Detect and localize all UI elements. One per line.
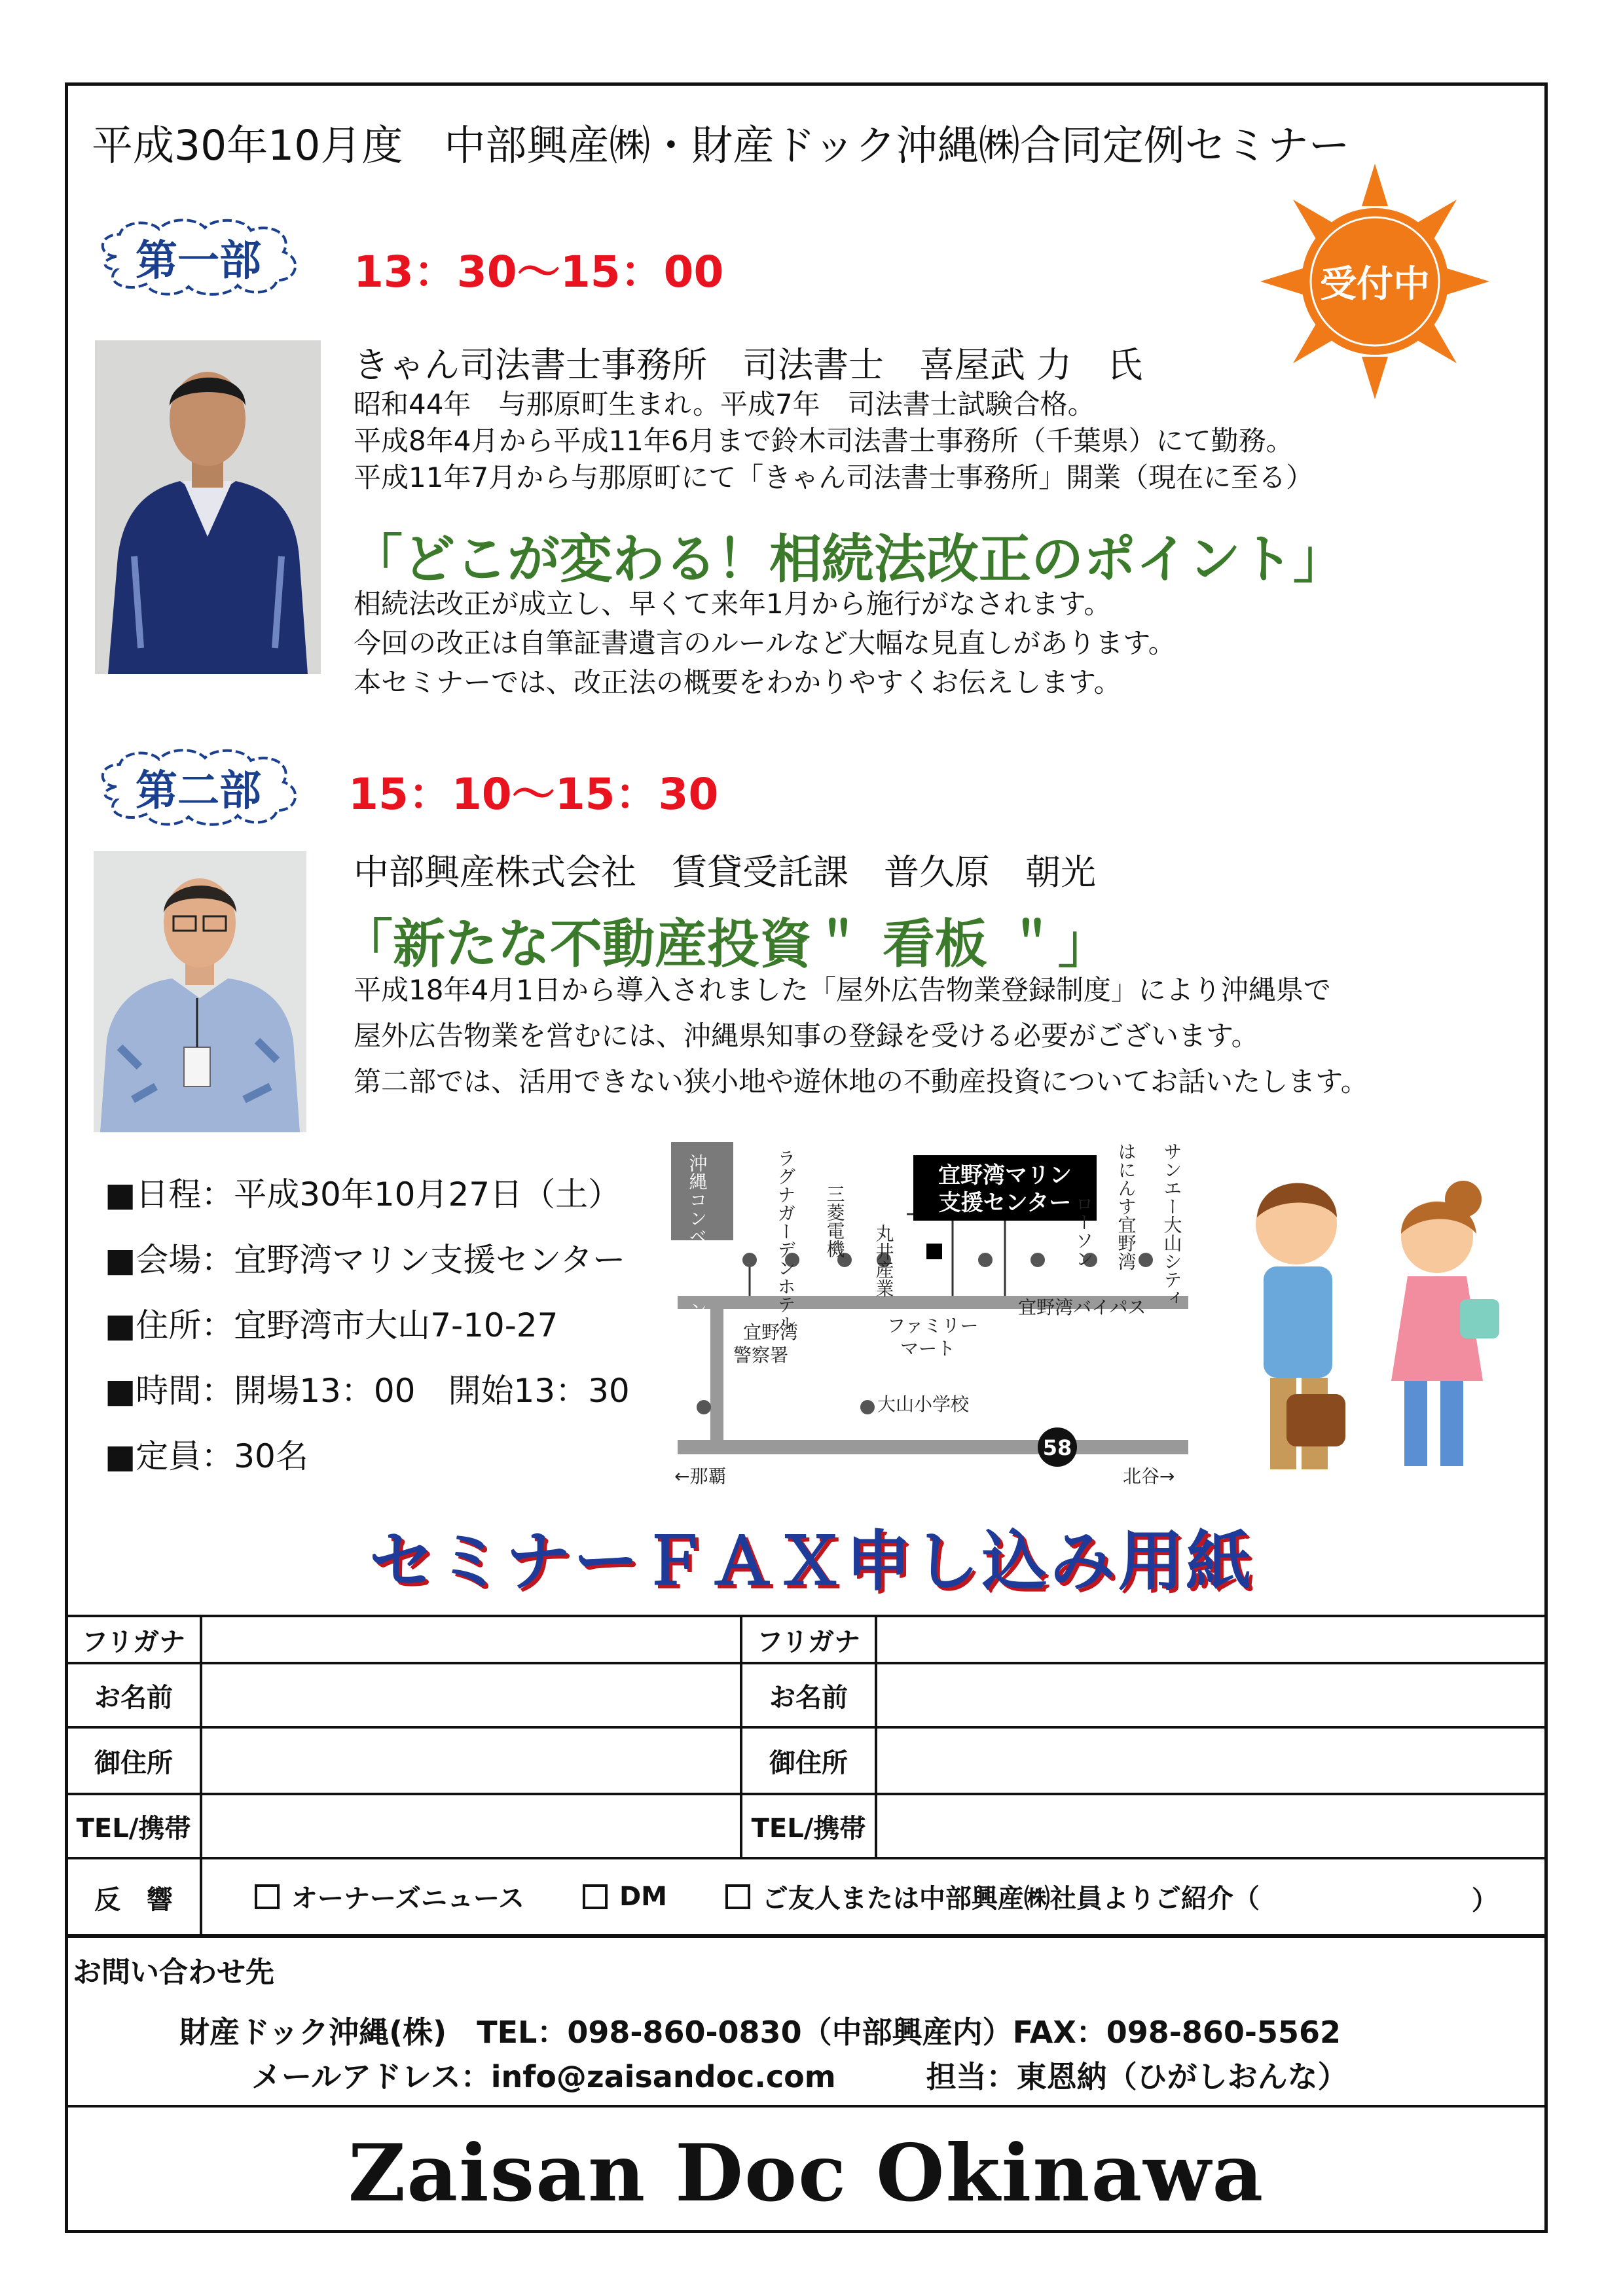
detail-address: ■住所：宜野湾市大山7-10-27 (105, 1306, 558, 1344)
name-field-2[interactable] (876, 1663, 1546, 1727)
accepting-badge (1257, 160, 1493, 403)
speaker1-photo (95, 340, 321, 674)
speaker2-photo (94, 851, 306, 1132)
part1-desc-3: 本セミナーでは、改正法の概要をわかりやすくお伝えします。 (354, 666, 1122, 698)
furigana-field-2[interactable] (876, 1616, 1546, 1663)
part2-time: 15：10～15：30 (348, 769, 719, 819)
name-field-1[interactable] (201, 1663, 741, 1727)
detail-time: ■時間：開場13：00 開始13：30 (105, 1372, 630, 1410)
address-field-2[interactable] (876, 1727, 1546, 1794)
option-owners-news[interactable] (255, 1878, 524, 1915)
part1-desc-1: 相続法改正が成立し、早くて来年1月から施行がなされます。 (354, 588, 1112, 620)
checkbox-icon[interactable] (255, 1884, 280, 1909)
map-marine-1: 宜野湾マリン (938, 1162, 1072, 1189)
map-lawson: ローソン (1072, 1194, 1095, 1268)
map-police-2: 警察署 (733, 1344, 789, 1366)
map-mitsubishi: 三菱電機 (824, 1185, 846, 1258)
map-marui: 丸井産業 (873, 1224, 895, 1297)
part2-label: 第二部 (136, 766, 261, 816)
detail-venue: ■会場：宜野湾マリン支援センター (105, 1241, 626, 1279)
contact-line2: メールアドレス：info@zaisandoc.com 担当：東恩納（ひがしおんな） (251, 2059, 1348, 2094)
option-owners-news-label: オーナーズニュース (291, 1884, 524, 1914)
map-laguna: ラグナガーデンホテル (775, 1149, 797, 1332)
map-chatan: 北谷→ (1123, 1465, 1175, 1487)
tel-field-1[interactable] (201, 1794, 741, 1858)
part1-cloud-label (90, 216, 306, 298)
marine-center-marker (926, 1244, 942, 1259)
part2-desc-2: 屋外広告物業を営むには、沖縄県知事の登録を受ける必要がございます。 (354, 1020, 1259, 1052)
part1-bio-1: 昭和44年 与那原町生まれ。平成7年 司法書士試験合格。 (354, 388, 1095, 420)
response-options (201, 1858, 1546, 1937)
name-label-1: お名前 (66, 1663, 201, 1727)
furigana-field-1[interactable] (201, 1616, 741, 1663)
map-school: 大山小学校 (877, 1393, 970, 1415)
checkbox-icon[interactable] (583, 1884, 608, 1909)
map-police-1: 宜野湾 (743, 1321, 799, 1343)
referral-close-paren: ） (1471, 1885, 1498, 1916)
map-naha: ←那覇 (674, 1465, 727, 1487)
part1-label: 第一部 (136, 236, 261, 285)
detail-date: ■日程：平成30年10月27日（土） (105, 1175, 621, 1213)
checkbox-icon[interactable] (725, 1884, 750, 1909)
part1-seminar-title: 「どこが変わる！相続法改正のポイント」 (350, 529, 1345, 590)
furigana-label-1: フリガナ (66, 1616, 201, 1663)
part2-desc-3: 第二部では、活用できない狭小地や遊休地の不動産投資についてお話いたします。 (354, 1066, 1368, 1098)
map-sanei: サンエー大山シティ (1161, 1142, 1183, 1307)
option-dm-label: DM (619, 1881, 667, 1912)
part1-speaker: きゃん司法書士事務所 司法書士 喜屋武 力 氏 (354, 344, 1143, 386)
option-referral-label: ご友人または中部興産㈱社員よりご紹介（ (761, 1884, 1260, 1914)
address-label-2: 御住所 (741, 1727, 876, 1794)
name-label-2: お名前 (741, 1663, 876, 1727)
part2-cloud-label (90, 746, 306, 828)
part2-seminar-title: 「新たな不動産投資＂ 看板 ＂」 (340, 914, 1110, 975)
part1-bio-2: 平成8年4月から平成11年6月まで鈴木司法書士事務所（千葉県）にて勤務。 (354, 425, 1294, 457)
map-hanin: はにんす宜野湾 (1115, 1142, 1137, 1270)
couple-illustration (1224, 1145, 1525, 1479)
map-route: 58 (1042, 1435, 1072, 1460)
map-convention: 沖縄コンベンションセンター (686, 1154, 708, 1392)
vertical-road (710, 1309, 723, 1440)
map-marine-2: 支援センター (938, 1190, 1072, 1216)
tel-label-2: TEL/携帯 (741, 1794, 876, 1858)
route58-road (678, 1440, 1188, 1454)
option-dm[interactable] (583, 1882, 667, 1912)
part2-desc-1: 平成18年4月1日から導入されました「屋外広告物業登録制度」により沖縄県で (354, 974, 1331, 1006)
map-familymart-1: ファミリー (887, 1315, 979, 1336)
detail-capacity: ■定員：30名 (105, 1437, 308, 1475)
furigana-label-2: フリガナ (741, 1616, 876, 1663)
map-bypass: 宜野湾バイパス (1018, 1297, 1146, 1318)
access-map (671, 1129, 1195, 1496)
option-referral[interactable] (725, 1878, 1260, 1915)
tel-field-2[interactable] (876, 1794, 1546, 1858)
address-label-1: 御住所 (66, 1727, 201, 1794)
part1-bio-3: 平成11年7月から与那原町にて「きゃん司法書士事務所」開業（現在に至る） (354, 461, 1314, 493)
response-label: 反 響 (66, 1858, 201, 1937)
application-form (65, 1615, 1548, 1938)
contact-heading: お問い合わせ先 (73, 1956, 274, 1989)
part2-speaker: 中部興産株式会社 賃貸受託課 普久原 朝光 (354, 852, 1096, 893)
contact-section (65, 1934, 1548, 2108)
part1-time: 13：30～15：00 (354, 247, 724, 297)
address-field-1[interactable] (201, 1727, 741, 1794)
page-title: 平成30年10月度 中部興産㈱・財産ドック沖縄㈱合同定例セミナー (92, 122, 1350, 170)
fax-form-title: セミナーＦＡＸ申し込み用紙 (369, 1523, 1254, 1600)
badge-label: 受付中 (1320, 263, 1430, 306)
part1-desc-2: 今回の改正は自筆証書遺言のルールなど大幅な見直しがあります。 (354, 627, 1176, 659)
contact-line1: 財産ドック沖縄(株) TEL：098-860-0830（中部興産内）FAX：098-860-5562 (179, 2015, 1341, 2050)
tel-label-1: TEL/携帯 (66, 1794, 201, 1858)
company-logo: Zaisan Doc Okinawa (348, 2126, 1265, 2219)
map-familymart-2: マート (900, 1338, 956, 1359)
